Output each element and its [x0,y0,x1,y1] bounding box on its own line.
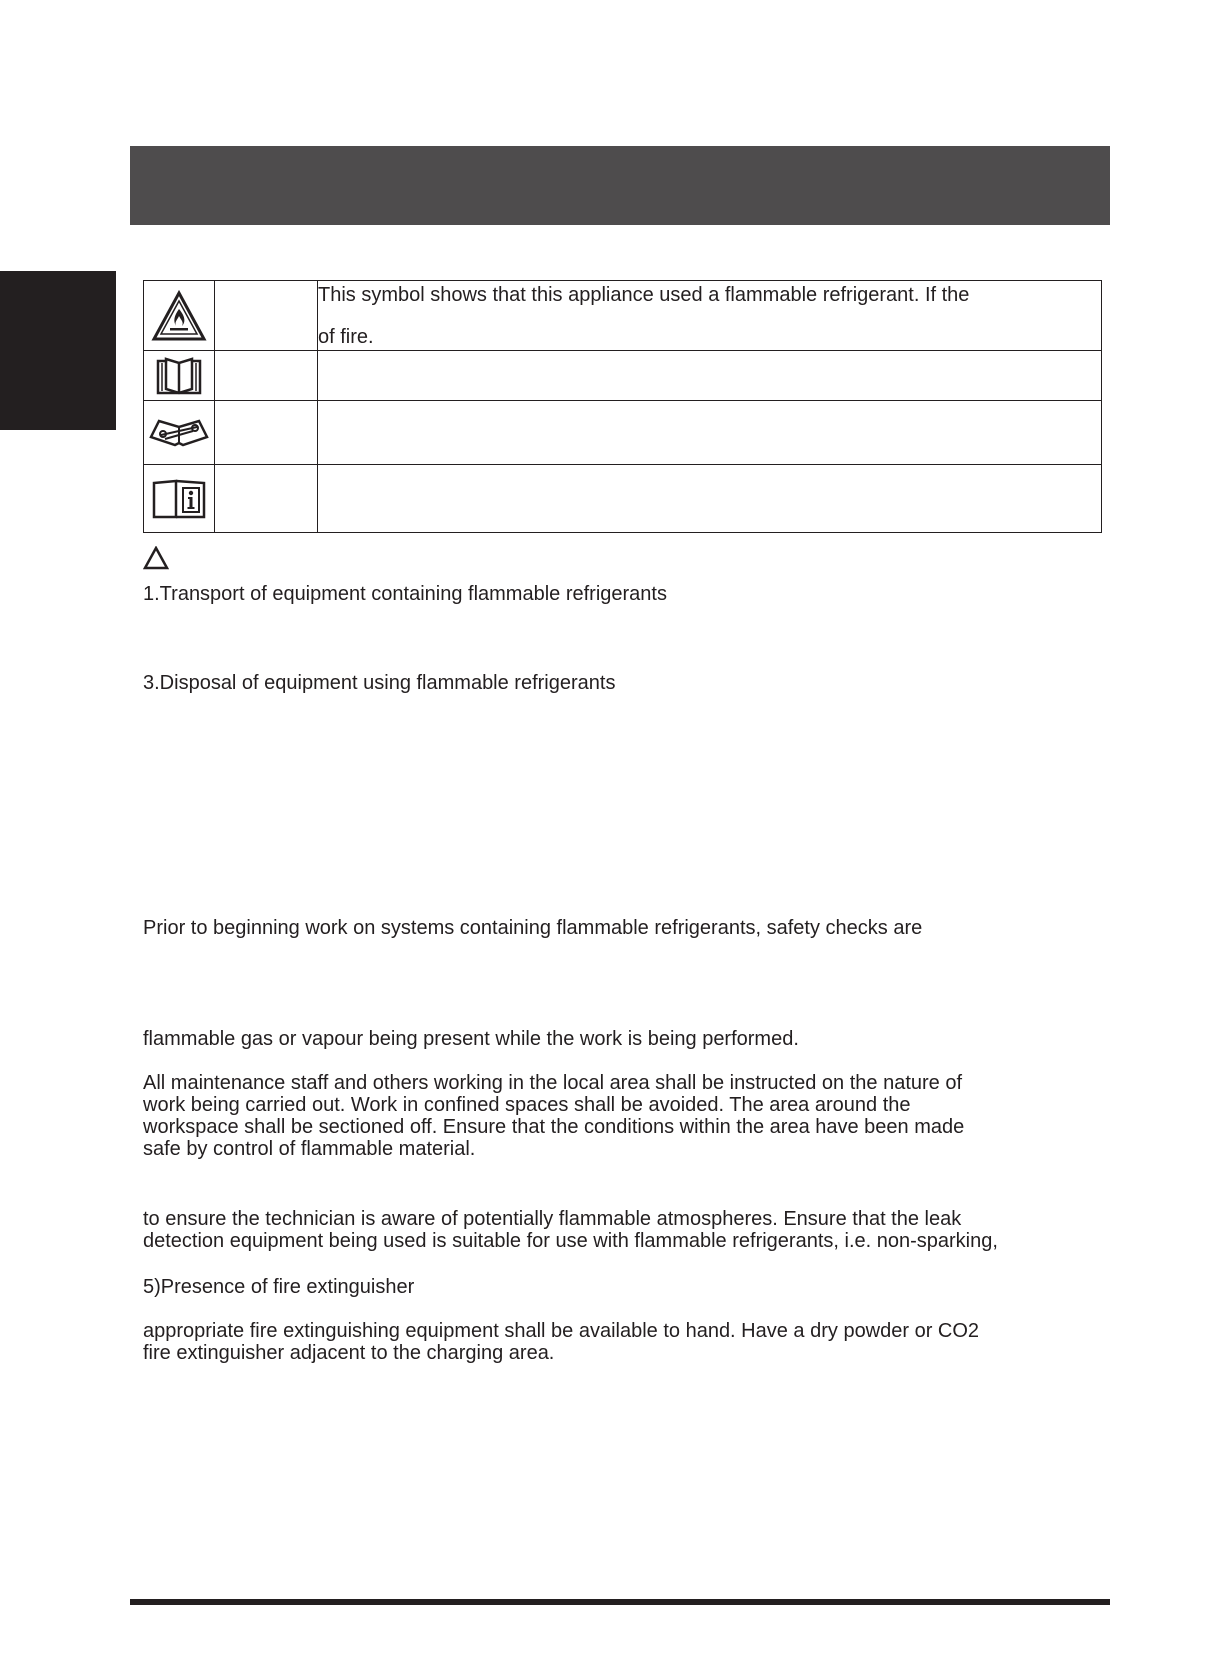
section-item-transport: 1.Transport of equipment containing flammable refrigerants [143,583,667,605]
table-row [144,401,1102,465]
table-row [144,465,1102,533]
service-manual-icon [147,413,211,453]
symbol-name-cell [215,465,318,533]
instruction-info-icon [150,477,208,521]
symbol-name-cell [215,401,318,465]
section-item-fire-extinguisher: 5)Presence of fire extinguisher [143,1276,415,1298]
text-line: workspace shall be sectioned off. Ensure that the conditions within the area have been made [143,1116,965,1138]
symbol-description [318,351,1102,401]
header-bar [130,146,1110,225]
icon-cell [144,281,215,351]
symbol-description [318,401,1102,465]
table-row [144,281,1102,351]
description-line: of fire. [318,325,374,348]
symbol-description [318,281,1102,351]
section-item-disposal: 3.Disposal of equipment using flammable refrigerants [143,672,616,694]
flammable-warning-icon [150,289,208,343]
text-line: work being carried out. Work in confined spaces shall be avoided. The area around the [143,1094,911,1116]
operator-manual-icon [154,355,204,397]
symbol-name-cell [215,351,318,401]
paragraph-maintenance-staff [143,1072,1103,1160]
description-line: This symbol shows that this appliance used a flammable refrigerant. If the [318,283,970,306]
text-line: appropriate fire extinguishing equipment shall be available to hand. Have a dry powder or CO2 [143,1320,980,1342]
text-line: safe by control of flammable material. [143,1138,476,1160]
table-row [144,351,1102,401]
footer-rule [130,1599,1110,1605]
text-line: detection equipment being used is suitable for use with flammable refrigerants, i.e. non-sparking, [143,1230,998,1252]
paragraph-technician [143,1208,1103,1252]
icon-cell [144,465,215,533]
symbol-name-cell [215,281,318,351]
icon-cell [144,351,215,401]
symbols-table [143,280,1102,533]
text-line: fire extinguisher adjacent to the charging area. [143,1342,555,1364]
caution-icon [143,546,169,570]
icon-cell [144,401,215,465]
text-line: All maintenance staff and others working in the local area shall be instructed on the nature of [143,1072,963,1094]
side-tab [0,271,116,430]
text-line: to ensure the technician is aware of potentially flammable atmospheres. Ensure that the leak [143,1208,962,1230]
paragraph-prior-checks: Prior to beginning work on systems containing flammable refrigerants, safety checks are [143,917,923,939]
symbol-description [318,465,1102,533]
paragraph-extinguisher [143,1320,1103,1364]
paragraph-flammable-gas: flammable gas or vapour being present while the work is being performed. [143,1028,799,1050]
